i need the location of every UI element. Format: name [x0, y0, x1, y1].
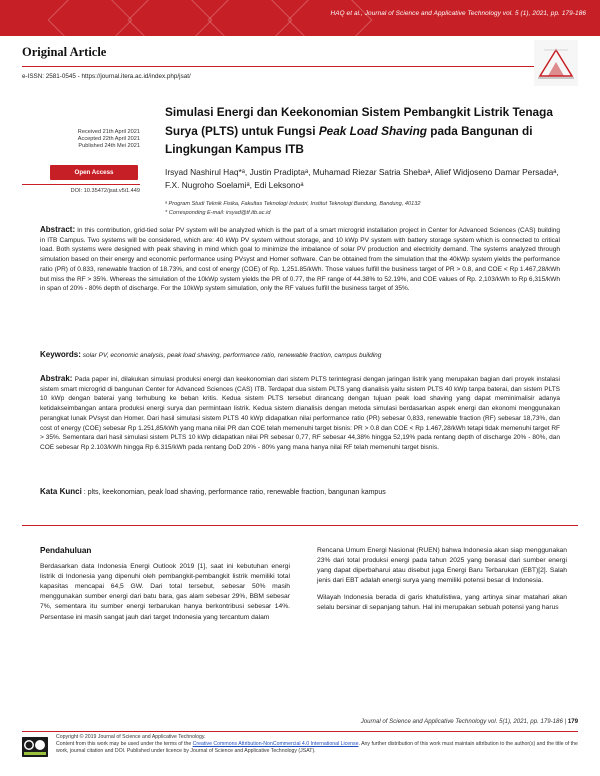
keywords [40, 350, 560, 361]
abstrak-text: Pada paper ini, dilakukan simulasi produksi energi dan keekonomian dari sistem PLTS terintegrasi dengan jaringan listrik yang merupakan bagian dari proyek instalasi sistem smart microgrid di bangunan Center for Advanced Sciences (CAS) ITB. Terdapat dua sistem PLTS yang dianalisis yaitu sistem PLTS 40 kWp tanpa baterai, dan sistem PLTS 10 kWp dengan baterai yang terhubung ke beban kritis. Kedua sistem PLTS tersebut dirancang dengan tujuan peak load shaving yang dapat meminimalisir adanya ketidakseimbangan antara produksi energi surya dan permintaan listrik. Kedua sistem dianalisis dengan metoda simulasi berdasarkan aspek energi dan ekonomi menggunakan perangkat lunak PVsyst dan Homer. Dari hasil simulasi sistem PLTS 40 kWp didapatkan nilai performance ratio (PR) sebesar 0,833, renewable fraction (RF) sebesar 18,73%, dan cost of energy (COE) sebesar Rp 1.251,85/kWh yang mana nilai PR dan COE telah memenuhi target bisnis: PR > 0.8 dan COE < Rp 1.467,28/kWh tetapi tidak memenuhi target RF > 35%. Sementara dari hasil simulasi sistem PLTS 10 kWp didapatkan nilai PR sebesar 0,77, RF sebesar 44,38% hingga 52,19% pada rentang depth of discharge 20% - 80%, dan COE sebesar Rp 2.103/kWh hingga Rp 6.315/kWh pada rentang DoD 20% - 80% yang mana hanya nilai RF telah memenuhi target bisnis. [40, 376, 560, 451]
band-pattern [288, 0, 373, 36]
license-link[interactable]: Creative Commons Attribution-NonCommercial 4.0 International License [192, 741, 359, 747]
journal-emblem-icon [534, 40, 578, 86]
cc-by-nc-badge-icon [22, 737, 48, 757]
body-column-left [40, 546, 290, 630]
band-pattern [48, 0, 133, 36]
abstract-text: In this contribution, grid-tied solar PV system will be analyzed which is the part of a smart microgrid installation project in Center for Advanced Sciences (CAS) building in ITB Campus. Two systems will be considered, which are: 40 kWp PV system without storage, and 10 kWp PV system with battery storage system which is connected to critical load. Both systems were designed with peak shaving in mind which goal to minimize the imbalance of solar PV production and electricity demand. The systems analyzed through simulation based on their energy and economic performance using PVsyst and Homer software. Can be obtained from the simulation that the 40kWp system yields the performance ratio (PR) of 0.833, renewable fraction of 18.73%, and cost of energy (COE) of Rp. 1,251.85/kWh. Those values fulfill the business target of PR > 0.8, and COE < Rp 1.467,28/kWh but miss the RF > 35%. Whereas the simulation of the 10kWp system yields the PR of 0.77, the RF range of 44.38% to 52.19%, and COE values of Rp. 2,103/kWh to Rp 6,315/kWh in span of 20% - 80% depth of discharge. For the 10kWp system simulation, only the RF values fulfill the business target of 35%. [40, 227, 560, 293]
section-label: Original Article [22, 45, 107, 59]
body-paragraph: Berdasarkan data Indonesia Energi Outlook 2019 [1], saat ini kebutuhan energi listrik di Indonesia yang dipenuhi oleh pembangkit-pembangkit listrik memiliki total kapasitas mencapai 64,5 GW. Dari total tersebut, sebesar 50% masih menggunakan sumber energi dari batu bara, gas alam sebesar 29%, BBM sebesar 7%, sementara itu sumber energi terbarukan hanya berkontribusi sebesar 14%. Persentase ini masih sangat jauh dari target Indonesia yang tercantum dalam [40, 563, 290, 621]
page-number: 179 [567, 718, 578, 725]
doi-link[interactable]: DOI: 10.35472/jsat.v5i1.449 [70, 188, 140, 194]
article-dates [22, 129, 140, 151]
divider [22, 66, 578, 67]
abstract-heading: Abstract: [40, 225, 76, 234]
license-post: . Any further distribution of this work must maintain attribution to the author(s) and the title of the work, journal citation and DOI. Published under licence by Journal of Science and Applicative Technology (JSAT). [56, 741, 578, 754]
header-journal-line: HAQ et al., Journal of Science and Applicative Technology vol. 5 (1), 2021, pp. 179-186 [330, 10, 586, 17]
license-pre: Content from this work may be used under the terms of the [56, 741, 193, 747]
issn-line[interactable]: e-ISSN: 2581-0545 - https://journal.itera.ac.id/index.php/jsat/ [22, 73, 191, 80]
footer-journal-text: Journal of Science and Applicative Technology vol. 5(1), 2021, pp. 179-186 [360, 718, 563, 725]
corresponding-email[interactable]: * Corresponding E-mail: irsyad@tf.itb.ac.id [165, 210, 271, 216]
body-paragraph: Rencana Umum Energi Nasional (RUEN) bahwa Indonesia akan siap menggunakan 23% dari total produksi energi pada tahun 2025 yang berasal dari sumber energi yang dapat diperbaharui atau disebut juga Energi Baru Terbarukan (EBT)[2]. Salah jenis dari EBT adalah energi surya yang memiliki potensi besar di Indonesia. [317, 547, 567, 585]
body-paragraph: Wilayah Indonesia berada di garis khatulistiwa, yang artinya sinar matahari akan selalu bersinar di sepanjang tahun. Hal ini merupakan sebuah potensi yang harus [317, 594, 567, 612]
kata-kunci [40, 487, 560, 498]
open-access-button[interactable]: Open Access [50, 165, 138, 180]
affiliation [165, 200, 420, 218]
received-date: Received 21th April 2021 [77, 129, 140, 135]
kata-kunci-sep: : [81, 489, 88, 496]
abstract-indonesian [40, 374, 560, 453]
section-heading: Pendahuluan [40, 546, 92, 555]
license-text [56, 741, 578, 755]
copyright-notice [56, 734, 578, 755]
band-pattern [208, 0, 293, 36]
published-date: Published 24th Mei 2021 [78, 143, 140, 150]
divider [22, 525, 578, 526]
keywords-heading: Keywords: [40, 350, 81, 359]
kata-kunci-text: plts, keekonomian, peak load shaving, performance ratio, renewable fraction, bangunan kampus [87, 489, 386, 496]
band-pattern [128, 0, 213, 36]
divider [22, 184, 140, 185]
author-list: Irsyad Nashirul Haq*ᵃ, Justin Pradiptaᵃ, Muhamad Riezar Satria Shebaᵃ, Alief Widjoseno Damar Persadaᵃ, F.X. Nugroho Soelamiᵃ, Edi Leksonoᵃ [165, 167, 559, 190]
abstrak-heading: Abstrak: [40, 374, 73, 383]
keywords-text: solar PV, economic analysis, peak load shaving, performance ratio, renewable fraction, campus building [80, 352, 382, 359]
accepted-date: Accepted 22th April 2021 [77, 136, 140, 143]
title-italic: Peak Load Shaving [318, 123, 427, 138]
affiliation-line: ᵃ Program Studi Teknik Fisika, Fakultas Teknologi Industri, Institut Teknologi Bandung, Bandung, 40132 [165, 201, 421, 207]
copyright-line: Copyright © 2019 Journal of Science and Applicative Technology. [56, 734, 206, 740]
body-column-right [317, 546, 567, 621]
divider [22, 731, 578, 732]
article-title [165, 103, 580, 159]
kata-kunci-heading: Kata Kunci [40, 487, 82, 496]
title-part: pada Bangunan di Lingkungan Kampus ITB [165, 123, 533, 156]
top-band [0, 0, 600, 36]
footer-journal: Journal of Science and Applicative Technology vol. 5(1), 2021, pp. 179-186 | 179 [360, 718, 578, 725]
abstract-english [40, 225, 560, 294]
title-part: Simulasi Energi dan Keekonomian Sistem Pembangkit Listrik Tenaga Surya (PLTS) untuk Fungsi [165, 105, 553, 138]
